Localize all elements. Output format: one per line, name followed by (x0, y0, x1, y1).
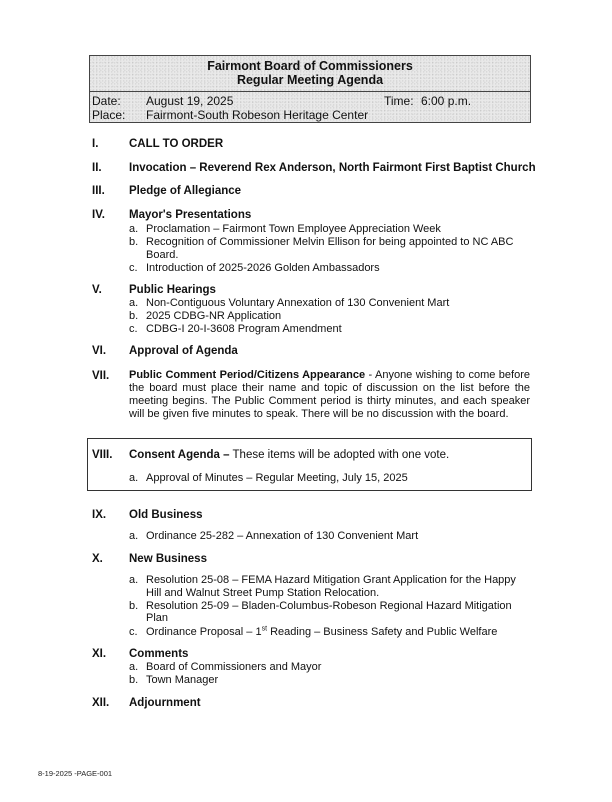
list-item-continued: Plan (146, 612, 169, 624)
list-item (146, 626, 497, 638)
section-number: X. (92, 553, 103, 565)
section-title: New Business (129, 553, 207, 565)
list-item: Proclamation – Fairmont Town Employee Appreciation Week (146, 223, 441, 235)
section-number: II. (92, 162, 102, 174)
section-title: CALL TO ORDER (129, 138, 224, 150)
section-number: V. (92, 284, 102, 296)
section-title: Pledge of Allegiance (129, 185, 242, 197)
list-item: Resolution 25-08 – FEMA Hazard Mitigation Grant Application for the Happy (146, 574, 516, 586)
section-number: VII. (92, 370, 110, 382)
section-number: IV. (92, 209, 106, 221)
list-item: Town Manager (146, 674, 219, 686)
time-value: 6:00 p.m. (421, 94, 472, 108)
item-letter: a. (129, 661, 139, 673)
section-number: I. (92, 138, 99, 150)
section-number: III. (92, 185, 105, 197)
item-letter: b. (129, 310, 139, 322)
section-number: VI. (92, 345, 107, 357)
list-item: 2025 CDBG-NR Application (146, 310, 282, 322)
list-item: Recognition of Commissioner Melvin Ellison for being appointed to NC ABC (146, 236, 514, 248)
board-title: Fairmont Board of Commissioners (207, 59, 413, 73)
item-letter: a. (129, 472, 139, 484)
header-divider (90, 91, 530, 92)
list-item: Ordinance 25-282 – Annexation of 130 Convenient Mart (146, 530, 419, 542)
section-title: Public Hearings (129, 284, 216, 296)
public-comment-paragraph (129, 369, 530, 421)
place-value: Fairmont-South Robeson Heritage Center (146, 108, 369, 122)
ordinal-suffix: st (261, 625, 268, 633)
date-label: Date: (92, 94, 121, 108)
list-item: CDBG-I 20-I-3608 Program Amendment (146, 323, 342, 335)
section-title: Approval of Agenda (129, 345, 238, 357)
list-item-continued: Hill and Walnut Street Pump Station Relocation. (146, 587, 380, 599)
section-title: Mayor's Presentations (129, 209, 252, 221)
item-letter: a. (129, 574, 139, 586)
item-letter: a. (129, 297, 139, 309)
consent-title: Consent Agenda – (129, 449, 230, 461)
item-letter: a. (129, 223, 139, 235)
consent-title-rest: These items will be adopted with one vote. (229, 449, 450, 461)
list-item: Resolution 25-09 – Bladen-Columbus-Robeson Regional Hazard Mitigation (146, 600, 512, 612)
section-number: IX. (92, 509, 107, 521)
section-title: Invocation – Reverend Rex Anderson, North Fairmont First Baptist Church (129, 162, 536, 174)
list-item: Board of Commissioners and Mayor (146, 661, 322, 673)
item-letter: b. (129, 236, 139, 248)
place-label: Place: (92, 108, 126, 122)
section-title: Old Business (129, 509, 203, 521)
section-number: VIII. (92, 449, 113, 461)
section-title: Adjournment (129, 697, 201, 709)
page-footer: 8-19-2025 -PAGE-001 (38, 769, 113, 778)
section-title (129, 449, 449, 461)
public-comment-text: - Anyone wishing to come before the board must place their name and topic of discussion on the list before the meeting begins. The Public Comment period is thirty minutes, and each speaker will be given five minutes to speak. There will be no discussion with the board. (129, 369, 530, 420)
item-letter: c. (129, 262, 138, 274)
section-number: XII. (92, 697, 110, 709)
list-item-continued: Board. (146, 249, 179, 261)
item-letter: c. (129, 323, 138, 335)
ordinance-proposal-rest: Reading – Business Safety and Public Welfare (267, 626, 498, 638)
time-label: Time: (384, 94, 414, 108)
agenda-title: Regular Meeting Agenda (236, 73, 384, 87)
list-item: Non-Contiguous Voluntary Annexation of 130 Convenient Mart (146, 297, 450, 309)
section-title: Public Comment Period/Citizens Appearance (129, 369, 366, 381)
list-item: Introduction of 2025-2026 Golden Ambassadors (146, 262, 380, 274)
list-item: Approval of Minutes – Regular Meeting, July 15, 2025 (146, 472, 408, 484)
section-title: Comments (129, 648, 189, 660)
item-letter: a. (129, 530, 139, 542)
section-number: XI. (92, 648, 107, 660)
date-value: August 19, 2025 (146, 94, 234, 108)
item-letter: b. (129, 600, 139, 612)
agenda-header-box (89, 55, 531, 123)
ordinance-proposal-text: Ordinance Proposal – 1 (146, 626, 262, 638)
item-letter: b. (129, 674, 139, 686)
item-letter: c. (129, 626, 138, 638)
